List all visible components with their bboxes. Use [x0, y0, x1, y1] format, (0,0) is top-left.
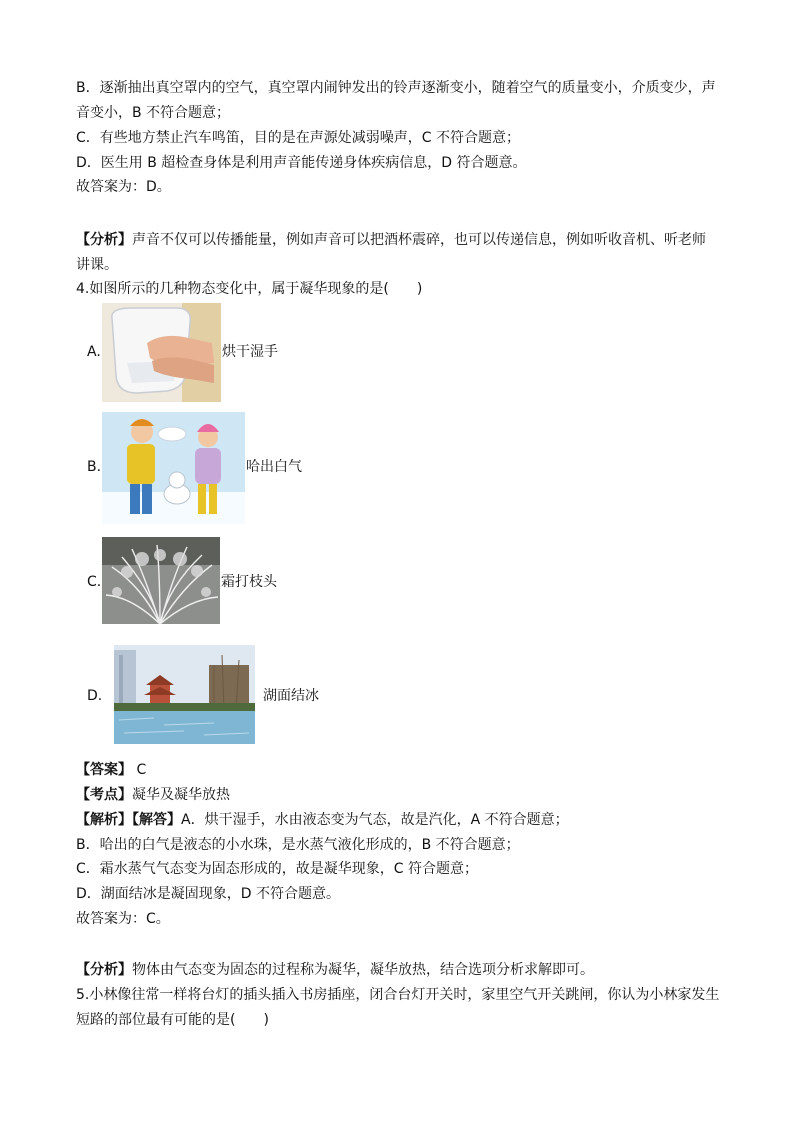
- option-b-letter: B.: [87, 459, 102, 475]
- children-in-snow-image: [102, 412, 245, 524]
- question4-stem: 4.如图所示的几种物态变化中，属于凝华现象的是( ): [76, 281, 423, 297]
- answer-tag: 【答案】: [76, 762, 132, 778]
- question4-conclusion: 故答案为：C。: [76, 911, 170, 927]
- solution-line-a: [76, 810, 569, 830]
- option-d-letter: D.: [87, 688, 103, 704]
- analysis-text-2: 讲课。: [76, 257, 118, 273]
- explanation-option-d: D．医生用 B 超检查身体是利用声音能传递身体疾病信息，D 符合题意。: [76, 155, 527, 171]
- hand-dryer-image: [102, 303, 221, 402]
- option-c-letter: C.: [87, 574, 102, 590]
- answer-line: [76, 760, 146, 780]
- question4-analysis-text: 物体由气态变为固态的过程称为凝华，凝华放热，结合选项分析求解即可。: [132, 962, 594, 978]
- solution-d: D．湖面结冰是凝固现象，D 不符合题意。: [76, 886, 341, 902]
- option-d-label: 湖面结冰: [263, 688, 319, 704]
- analysis-paragraph: [76, 230, 706, 250]
- question4-analysis: [76, 960, 594, 980]
- frost-branches-image: [102, 537, 220, 624]
- option-a-letter: A.: [87, 344, 101, 360]
- frozen-lake-image: [114, 645, 255, 744]
- solution-b: B．哈出的白气是液态的小水珠，是水蒸气液化形成的，B 不符合题意；: [76, 837, 520, 853]
- explanation-option-c: C．有些地方禁止汽车鸣笛，目的是在声源处减弱噪声，C 不符合题意；: [76, 130, 520, 146]
- solution-a: A．烘干湿手，水由液态变为气态，故是汽化，A 不符合题意；: [181, 812, 569, 828]
- question5-stem-2: 短路的部位最有可能的是( ): [76, 1012, 269, 1028]
- analysis-tag: 【分析】: [76, 232, 132, 248]
- explanation-option-b-line2: 音变小，B 不符合题意；: [76, 105, 231, 121]
- answer-value: C: [132, 762, 147, 778]
- point-value: 凝华及凝华放热: [132, 787, 230, 803]
- option-a-label: 烘干湿手: [222, 344, 278, 360]
- option-b-label: 哈出白气: [246, 459, 302, 475]
- point-line: [76, 785, 230, 805]
- explanation-option-b-line1: B．逐渐抽出真空罩内的空气，真空罩内闹钟发出的铃声逐渐变小，随着空气的质量变小，介质变少，声: [76, 80, 716, 96]
- option-c-label: 霜打枝头: [221, 574, 277, 590]
- explanation-conclusion: 故答案为：D。: [76, 179, 171, 195]
- solution-c: C．霜水蒸气气态变为固态形成的，故是凝华现象，C 符合题意；: [76, 861, 478, 877]
- solution-tag: 【解析】【解答】: [76, 812, 181, 828]
- analysis-text-1: 声音不仅可以传播能量，例如声音可以把酒杯震碎，也可以传递信息，例如听收音机、听老师: [132, 232, 706, 248]
- point-tag: 【考点】: [76, 787, 132, 803]
- question4-analysis-tag: 【分析】: [76, 962, 132, 978]
- question5-stem-1: 5.小林像往常一样将台灯的插头插入书房插座，闭合台灯开关时，家里空气开关跳闸，你认为小林家发生: [76, 987, 720, 1003]
